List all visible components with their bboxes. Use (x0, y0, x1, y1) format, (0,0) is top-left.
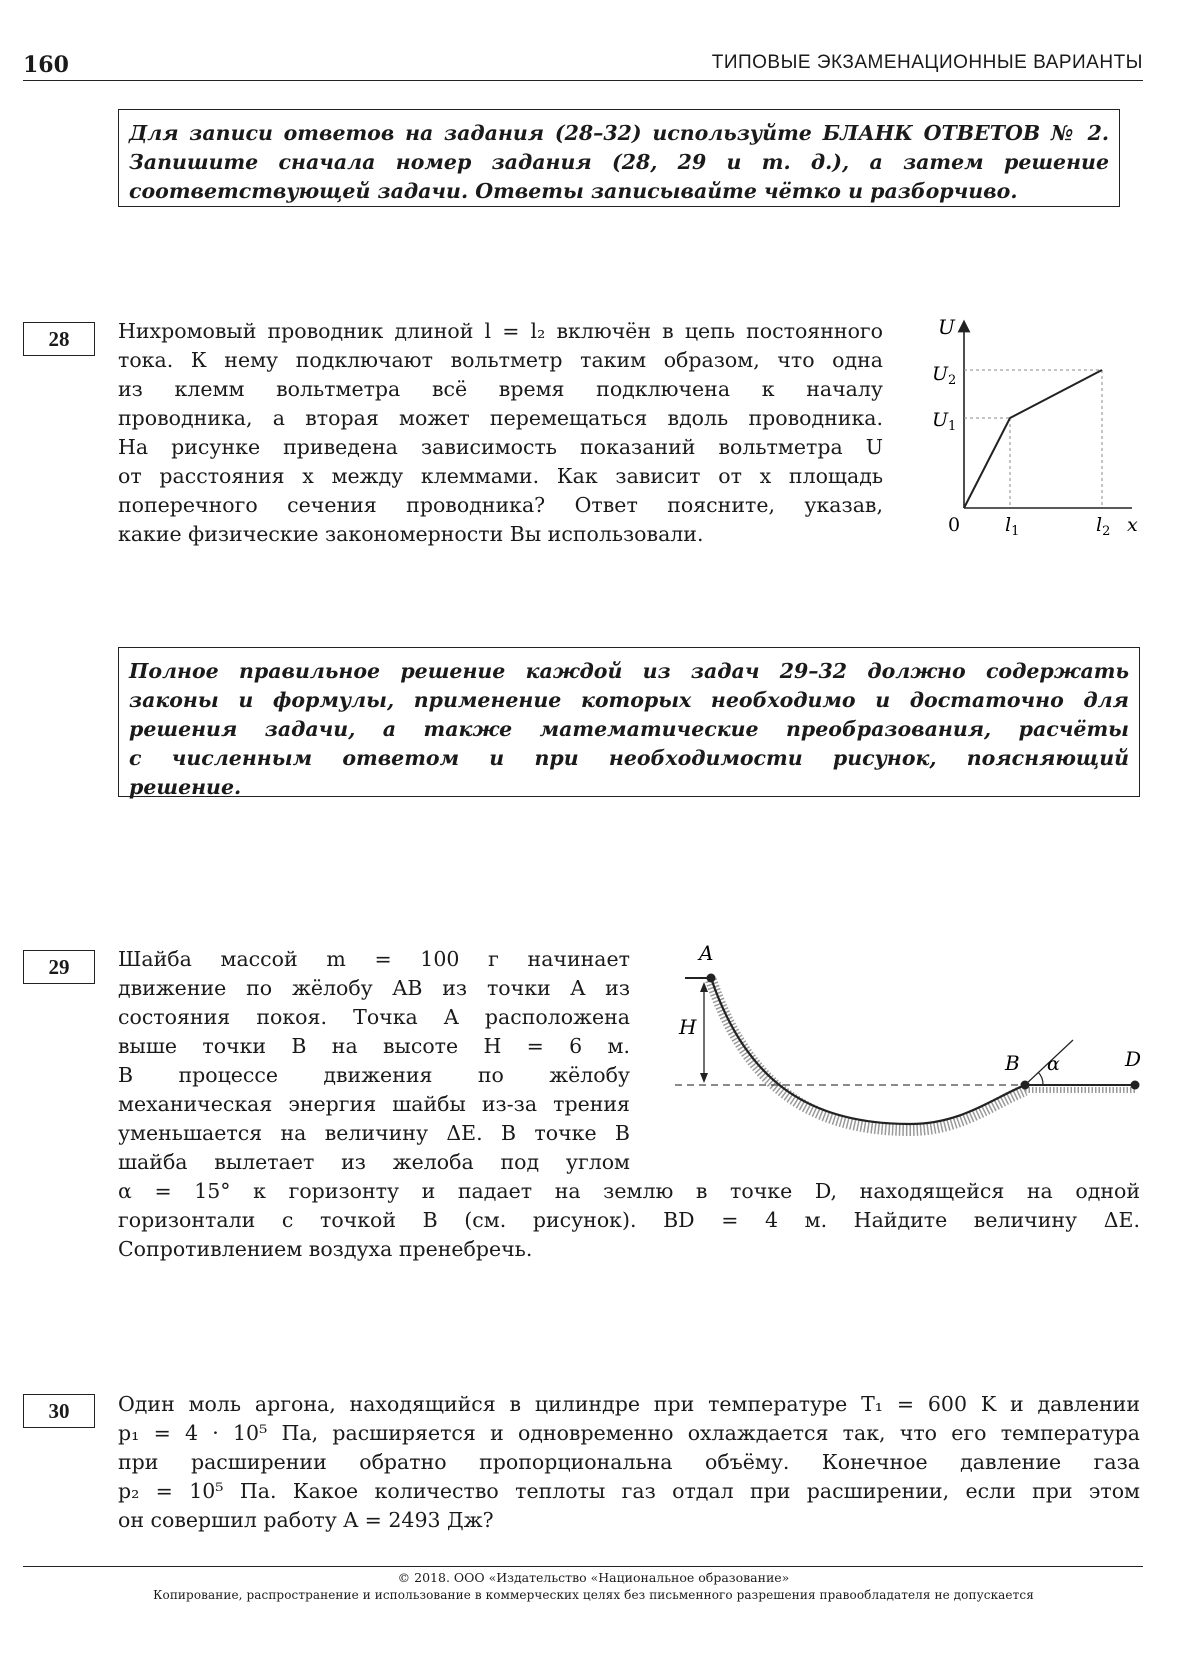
task-28-line: тока. К нему подключают вольтметр таким образом, что одна (118, 348, 883, 372)
l1-label: $l_1$ (1005, 514, 1020, 539)
task-29-line: В процессе движения по жёлобу (118, 1063, 630, 1087)
task-29-line: движение по жёлобу AB из точки A из (118, 976, 630, 1000)
task-30-line: p₂ = 10⁵ Па. Какое количество теплоты газ отдал при расширении, если при этом (118, 1479, 1140, 1503)
task-28-line: какие физические закономерности Вы использовали. (118, 522, 704, 546)
height-arrow-bottom (700, 1073, 708, 1083)
answer-form-instructions (118, 109, 1120, 207)
task-number-30: 30 (23, 1394, 95, 1428)
task-number-29: 29 (23, 950, 95, 984)
label-alpha: α (1047, 1053, 1060, 1075)
task-30-line: при расширении обратно пропорциональна объёму. Конечное давление газа (118, 1450, 1140, 1474)
page-number: 160 (23, 52, 69, 78)
copy-notice: Копирование, распространение и использование в коммерческих целях без письменного разрешения правообладателя не допускается (153, 1588, 1034, 1602)
angle-arc (1038, 1072, 1043, 1085)
label-d: D (1125, 1047, 1142, 1071)
voltage-curve (964, 370, 1102, 508)
label-b: B (1005, 1051, 1020, 1075)
header-rule (23, 80, 1143, 81)
task-number-28: 28 (23, 322, 95, 356)
task-28-line: На рисунке приведена зависимость показаний вольтметра U (118, 435, 883, 459)
u1-label: $U_1$ (932, 409, 957, 434)
task-29-line: горизонтали с точкой B (см. рисунок). BD = 4 м. Найдите величину ΔE. (118, 1208, 1140, 1232)
label-h: H (679, 1015, 697, 1039)
y-axis-label: U (938, 318, 955, 339)
label-a: A (699, 941, 714, 965)
requirement-line: законы и формулы, применение которых необходимо и достаточно для (129, 688, 1129, 712)
task-29-line: состояния покоя. Точка A расположена (118, 1005, 630, 1029)
voltage-graph (920, 318, 1150, 548)
task-29-line: α = 15° к горизонту и падает на землю в точке D, находящейся на одной (118, 1179, 1140, 1203)
requirement-line: решение. (129, 775, 242, 799)
u2-label: $U_2$ (932, 363, 957, 388)
requirement-line: решения задачи, а также математические преобразования, расчёты (129, 717, 1129, 741)
task-29-text-wide (118, 1177, 1140, 1264)
point-a-dot (707, 974, 716, 983)
solution-requirements (118, 647, 1140, 797)
height-arrow-top (700, 982, 708, 992)
origin-label: 0 (948, 514, 961, 536)
instruction-line: соответствующей задачи. Ответы записывайте чётко и разборчиво. (129, 179, 1018, 203)
task-29-line: Сопротивлением воздуха пренебречь. (118, 1237, 533, 1261)
task-29-line: выше точки B на высоте H = 6 м. (118, 1034, 630, 1058)
task-28-line: проводника, а вторая может перемещаться вдоль проводника. (118, 406, 883, 430)
task-29-line: механическая энергия шайбы из-за трения (118, 1092, 630, 1116)
chute-curve (711, 978, 1025, 1124)
task-28-line: Нихромовый проводник длиной l = l₂ включён в цепь постоянного (118, 319, 883, 343)
task-28-line: от расстояния x между клеммами. Как зависит от x площадь (118, 464, 883, 488)
instruction-line: Для записи ответов на задания (28–32) используйте БЛАНК ОТВЕТОВ № 2. (129, 121, 1109, 145)
task-30-line: p₁ = 4 · 10⁵ Па, расширяется и одновременно охлаждается так, что его температура (118, 1421, 1140, 1445)
point-d-dot (1131, 1081, 1140, 1090)
task-29-text (118, 945, 630, 1177)
task-29-line: уменьшается на величину ΔE. В точке B (118, 1121, 630, 1145)
task-29-line: Шайба массой m = 100 г начинает (118, 947, 630, 971)
chute-figure (675, 940, 1150, 1140)
requirement-line: Полное правильное решение каждой из задач 29–32 должно содержать (129, 659, 1129, 683)
task-29-line: шайба вылетает из желоба под углом (118, 1150, 630, 1174)
running-title: ТИПОВЫЕ ЭКЗАМЕНАЦИОННЫЕ ВАРИАНТЫ (711, 52, 1143, 73)
task-28-line: из клемм вольтметра всё время подключена к началу (118, 377, 883, 401)
task-30-line: Один моль аргона, находящийся в цилиндре при температуре T₁ = 600 K и давлении (118, 1392, 1140, 1416)
task-28-line: поперечного сечения проводника? Ответ поясните, указав, (118, 493, 883, 517)
task-28-text (118, 317, 883, 549)
footer-rule (23, 1566, 1143, 1567)
requirement-line: с численным ответом и при необходимости рисунок, поясняющий (129, 746, 1129, 770)
task-30-line: он совершил работу A = 2493 Дж? (118, 1508, 494, 1532)
point-b-dot (1021, 1081, 1030, 1090)
l2-label: $l_2$ (1096, 514, 1111, 539)
task-30-text (118, 1390, 1140, 1535)
instruction-line: Запишите сначала номер задания (28, 29 и т. д.), а затем решение (129, 150, 1109, 174)
copyright: © 2018. ООО «Издательство «Национальное образование» (397, 1570, 790, 1585)
x-axis-label: x (1127, 514, 1138, 536)
